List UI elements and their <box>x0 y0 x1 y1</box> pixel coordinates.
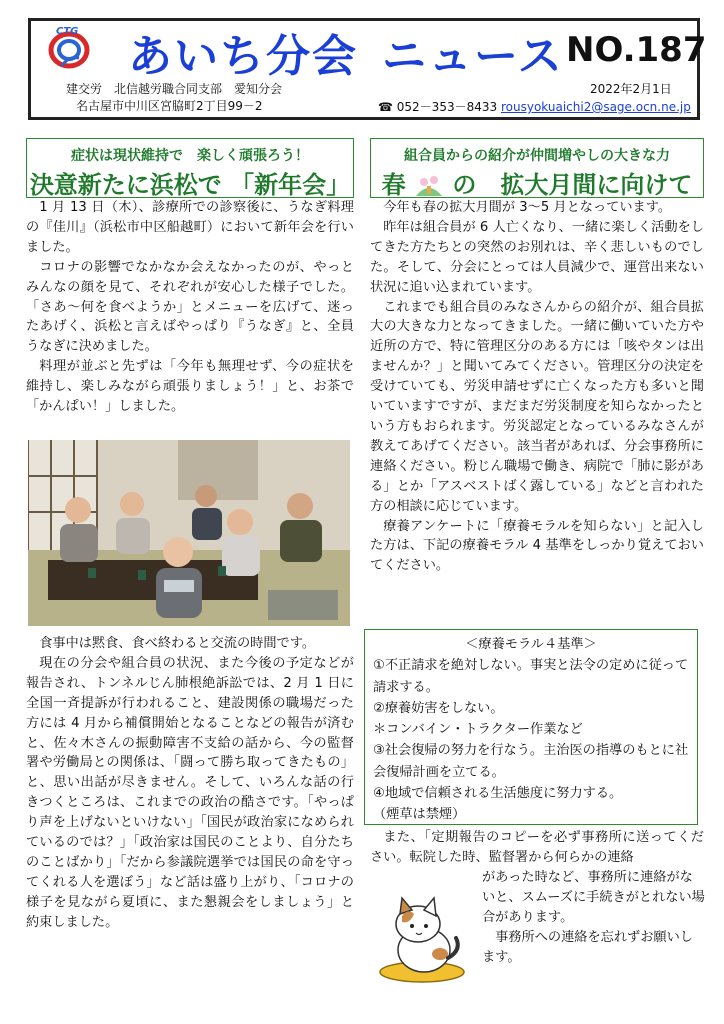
paragraph: 事務所への連絡を忘れずお願いします。 <box>482 929 693 965</box>
organization-name: 建交労 北信越労職合同支部 愛知分会 <box>66 82 283 96</box>
paragraph: また、「定期報告のコピーを必ず事務所に送ってください。転院した時、監督署から何らかの連絡 <box>370 830 704 865</box>
paragraph: 料理が並ぶと先ずは「今年も無理せず、今の症状を維持し、楽しみながら頑張りましょう！」と、お茶で「かんぱい！」しました。 <box>26 359 354 415</box>
paragraph: があった時など、事務所に連絡がないと、スムーズに手続きがとれない場合があります。 <box>482 870 705 925</box>
left-headline-box <box>26 138 354 198</box>
right-subheadline: 組合員からの紹介が仲間増やしの大きな力 <box>404 148 670 164</box>
contact-line <box>378 98 691 115</box>
standard-item: ④地域で信頼される生活態度に努力する。 <box>373 786 623 802</box>
right-headline <box>371 165 703 200</box>
ctg-logo <box>44 26 94 70</box>
standards-title: ＜療養モラル４基準＞ <box>465 637 597 652</box>
phone-number: 052－353－8433 <box>396 100 498 114</box>
group-dinner-photo-graphic <box>28 440 350 626</box>
right-headline-post: の 拡大月間に向けて <box>452 171 693 199</box>
left-article-top <box>26 198 354 417</box>
standard-item: （煙草は禁煙） <box>373 807 466 823</box>
cat-illustration <box>374 888 470 984</box>
right-headline-box <box>370 138 704 198</box>
right-article-bottom <box>370 828 704 868</box>
standard-item: ＊コンバイン・トラクター作業など <box>373 722 583 738</box>
paragraph: 今年も春の拡大月間が 3～5 月となっています。 <box>383 200 672 215</box>
paragraph: コロナの影響でなかなか会えなかったのが、やっとみんなの顔を見て、それぞれが安心した様子でした。「さあ～何を食べようか」とメニューを広げて、迷ったあげく、浜松と言えばやっぱり『うなぎ』と、全員うなぎに決めました。 <box>26 259 354 355</box>
cat-illustration-graphic <box>374 888 470 984</box>
right-headline-pre: 春 <box>381 171 406 199</box>
issue-date: 2022年2月1日 <box>590 82 672 96</box>
left-headline: 決意新たに浜松で 「新年会」 <box>29 171 351 199</box>
left-subheadline: 症状は現状維持で 楽しく頑張ろう！ <box>71 148 309 164</box>
spring-illustration <box>414 174 444 198</box>
organization-address: 名古屋市中川区宮脇町2丁目99－2 <box>76 99 263 113</box>
group-dinner-photo <box>28 440 350 626</box>
email-link[interactable]: rousyokuaichi2@sage.ocn.ne.jp <box>500 100 691 114</box>
paragraph: 現在の分会や組合員の状況、また今後の予定などが報告され、トンネルじん肺根絶訴訟では、2 月 1 日に全国一斉提訴が行われること、建設関係の職場だった方には 4 月から補償開始となることなどの報告が済むと、佐々木さんの振動障害不支給の話から、今の監督署や労働局との関係は、「闘って勝ち取ってきたもの」と、思い出話が尽きません。そして、いろんな話の行きつくところは、これまでの政治の酷さです。「やっぱり声を上げないといけない」「国民が政治家になめられているのでは？」「政治家は国民のことより、自分たちのことばかり」「だから参議院選挙では国民の命を守ってくれる人を選ぼう」など話は盛り上がり、「コロナの様子を見ながら夏頃に、また懇親会をしましょう」と約束しました。 <box>26 655 354 930</box>
standard-item: ③社会復帰の努力を行なう。主治医の指導のもとに社会復帰計画を立てる。 <box>373 743 689 780</box>
right-article-tail <box>482 868 706 968</box>
paragraph: 1 月 13 日（木）、診療所での診察後に、うなぎ料理の『佳川』（浜松市中区船越町）において新年会を行いました。 <box>26 200 354 255</box>
standard-item: ②療養妨害をしない。 <box>373 700 504 716</box>
paragraph: 食事中は黙食、食べ終わると交流の時間です。 <box>39 636 316 651</box>
newsletter-title: あいち分会 <box>128 31 358 82</box>
telephone-icon: ☎ <box>378 100 393 114</box>
paragraph: 昨年は組合員が 6 人亡くなり、一緒に楽しく活動をしてきた方たちとの突然のお別れは、辛く悲しいものでした。そして、分会にとっては人員減少で、運営出来ない状況に追い込まれています。 <box>370 219 704 295</box>
left-article-bottom <box>26 634 354 933</box>
standard-item: ①不正請求を絶対しない。事実と法令の定めに従って請求する。 <box>373 658 689 695</box>
paragraph: これまでも組合員のみなさんからの紹介が、組合員拡大の大きな力となってきました。一緒に働いていた方や近所の方で、特に管理区分のある方には「咳やタンは出ませんか？」と聞いてみてください。管理区分の決定を受けていても、労災申請せずに亡くなった方も多いと聞いていますですが、まだまだ労災制度を知らなかったという方もおられます。労災認定となっているみなさんが教えてあげてください。該当者があれば、分会事務所に連絡ください。粉じん職場で働き、病院で「肺に影がある」とか「アスベストばく露している」などと言われた方の相談に応じています。 <box>370 299 704 514</box>
logo-text: CTG <box>56 26 79 37</box>
paragraph: 療養アンケートに「療養モラルを知らない」と記入した方は、下記の療養モラル 4 基準をしっかり覚えておいてください。 <box>370 518 704 574</box>
newsletter-title-news: ニュース <box>382 31 564 82</box>
right-article-top <box>370 198 704 576</box>
issue-number: NO.187 <box>566 30 707 70</box>
recuperation-standards-box <box>364 629 698 825</box>
